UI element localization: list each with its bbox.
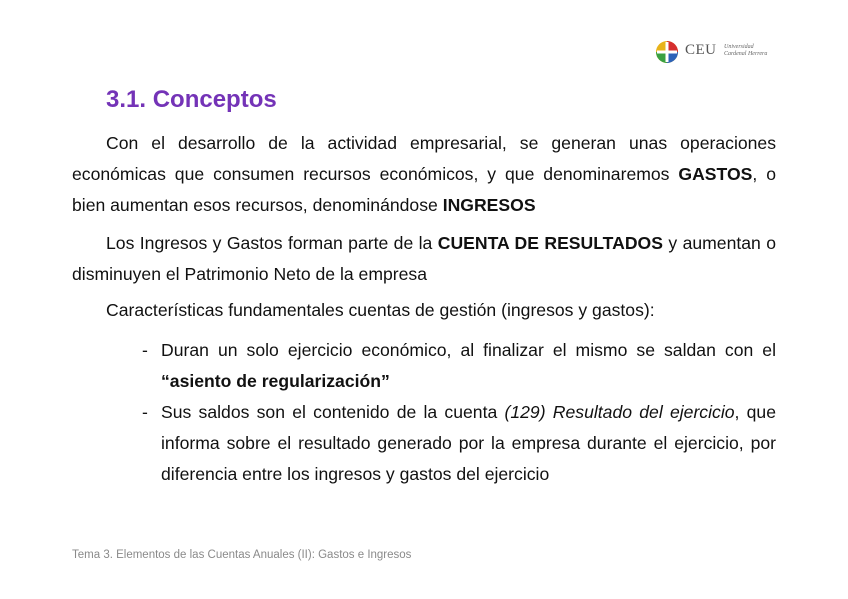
paragraph-cuenta-resultados — [72, 228, 776, 290]
logo-name: CEU — [685, 42, 717, 58]
term-ingresos: INGRESOS — [442, 195, 536, 215]
bullet1-text-a: Duran un solo ejercicio económico, al finalizar el mismo se saldan con el — [161, 340, 776, 360]
term-cuenta-resultados: CUENTA DE RESULTADOS — [437, 233, 663, 253]
paragraph1-text-a: Con el desarrollo de la actividad empresarial, se generan unas operaciones económicas que consumen recursos económicos, y que denominaremos — [72, 133, 776, 184]
paragraph2-text-a: Los Ingresos y Gastos forman parte de la — [106, 233, 438, 253]
paragraph1-text-b: , o bien aumentan esos recursos, denominándose — [72, 164, 776, 215]
logo-subtitle-line2: Cardenal Herrera — [724, 51, 768, 57]
bullet2-text-a: Sus saldos son el contenido de la cuenta — [161, 402, 505, 422]
bullet2-text-b: , que informa sobre el resultado generado por la empresa durante el ejercicio, por diferencia entre los ingresos y gastos del ejercicio — [161, 402, 776, 484]
university-logo — [655, 40, 775, 64]
logo-subtitle — [724, 44, 767, 58]
bullet-text — [161, 397, 776, 490]
term-gastos: GASTOS — [678, 164, 753, 184]
slide-title: 3.1. Conceptos — [106, 86, 277, 113]
paragraph-definition — [72, 128, 776, 221]
slide-footer: Tema 3. Elementos de las Cuentas Anuales (II): Gastos e Ingresos — [72, 549, 412, 561]
logo-subtitle-line1: Universidad — [724, 44, 754, 50]
paragraph2-text-b: y aumentan o disminuyen el Patrimonio Neto de la empresa — [72, 233, 777, 284]
paragraph-caracteristicas: Características fundamentales cuentas de gestión (ingresos y gastos): — [106, 300, 655, 320]
bullet-dash: - — [142, 402, 148, 422]
bullet-dash: - — [142, 340, 148, 360]
bullet-text — [161, 335, 776, 397]
term-asiento-regularizacion: “asiento de regularización” — [161, 371, 390, 391]
bullet-item — [142, 397, 776, 490]
term-cuenta-129: (129) Resultado del ejercicio — [504, 402, 735, 422]
ceu-emblem-icon — [655, 40, 679, 64]
bullet-item — [142, 335, 776, 397]
